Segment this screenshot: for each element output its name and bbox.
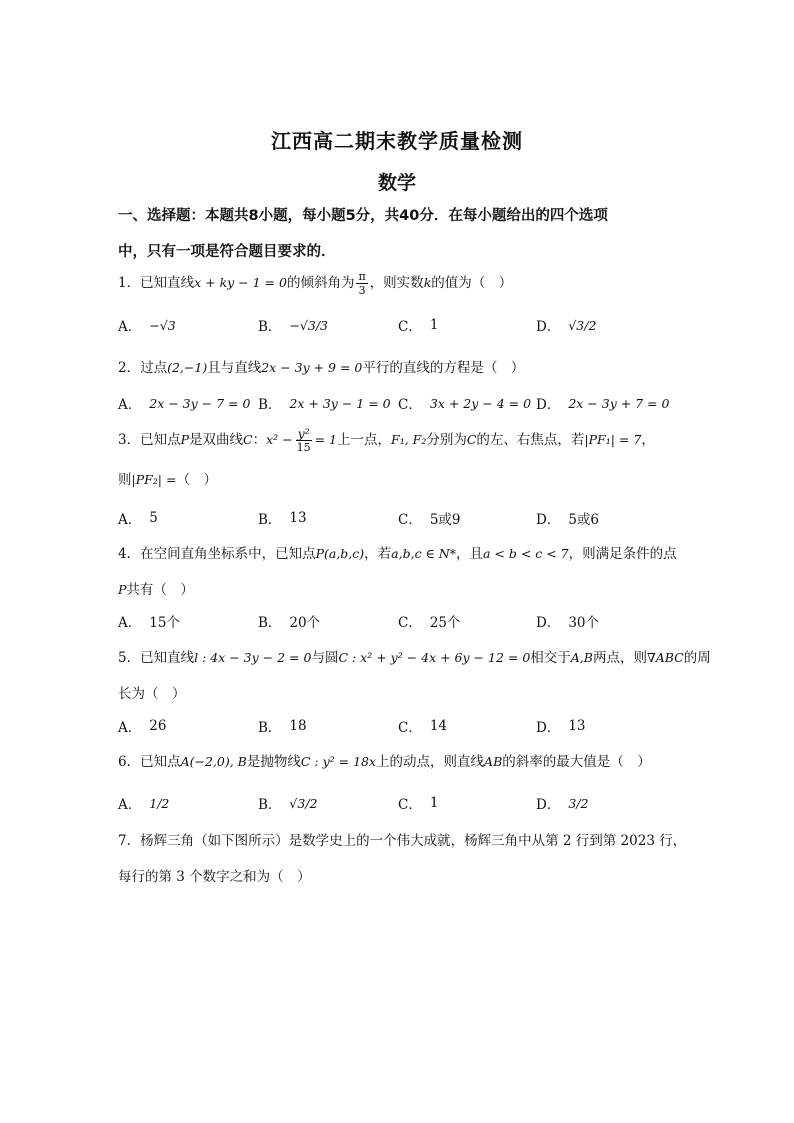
q5-options xyxy=(118,711,678,741)
q1-suffix-a: ，则实数 xyxy=(369,275,424,291)
q6-option-d[interactable]: D． 3/2 xyxy=(536,795,589,813)
q6-parabola: C : y² = 18x xyxy=(300,754,377,769)
q3-pf2: |PF₂| = xyxy=(131,472,177,487)
q5-line: l : 4x − 3y − 2 = 0 xyxy=(194,650,312,665)
q5-option-c[interactable]: C． 14 xyxy=(398,718,448,736)
q3-hyperbola-x: x² − xyxy=(266,432,293,447)
q3-pf1: |PF₁| = 7 xyxy=(584,432,642,447)
section-one-heading xyxy=(118,198,688,270)
q1-option-c[interactable]: C． 1 xyxy=(398,317,439,335)
q1-var: k xyxy=(423,275,432,290)
q5-option-a[interactable]: A． 26 xyxy=(118,718,167,736)
q4-option-b[interactable]: B． 20个 xyxy=(258,615,321,631)
q6-option-c[interactable]: C． 1 xyxy=(398,795,439,813)
q2-point: (2,−1) xyxy=(167,360,208,375)
question-6: 6．已知点A(−2,0), B是抛物线C : y² = 18x上的动点，则直线AB的斜率的最大值是（ ） xyxy=(118,754,651,770)
question-5: 5．已知直线l : 4x − 3y − 2 = 0与圆C : x² + y² − 4x + 6y − 12 = 0相交于A,B两点，则∇ABC的周 xyxy=(118,650,711,666)
q3-foci: F₁, F₂ xyxy=(391,432,427,447)
q1-line-equation: x + ky − 1 = 0 xyxy=(194,275,287,290)
question-4-line-2: P共有（ ） xyxy=(118,582,194,598)
q3-option-a[interactable]: A． 5 xyxy=(118,510,158,528)
question-2: 2．过点(2,−1)且与直线2x − 3y + 9 = 0平行的直线的方程是（ ） xyxy=(118,360,525,376)
question-3-line-2: 则|PF₂| =（ ） xyxy=(118,472,217,488)
q6-point-a: A(−2,0), B xyxy=(180,754,247,769)
q4-option-c[interactable]: C． 25个 xyxy=(398,615,461,631)
q2-option-a[interactable]: A． 2x − 3y − 7 = 0 xyxy=(118,395,251,413)
q4-option-d[interactable]: D． 30个 xyxy=(536,615,600,631)
q3-option-c[interactable]: C． 5或9 xyxy=(398,512,461,528)
q2-option-c[interactable]: C． 3x + 2y − 4 = 0 xyxy=(398,395,532,413)
q4-point: P(a,b,c) xyxy=(315,546,365,561)
q1-option-b[interactable]: B． −√3/3 xyxy=(258,317,328,335)
question-1 xyxy=(118,265,688,301)
q3-hyperbola-fraction: $\frac{\text{y²}}{15}$ xyxy=(296,426,311,454)
q1-option-d[interactable]: D． √3/2 xyxy=(536,317,597,335)
q7-line-2: 每行的第 3 个数字之和为（ ） xyxy=(118,869,311,885)
section-one-line-2: 中，只有一项是符合题目要求的． xyxy=(118,244,336,260)
section-one-line-1: 一、选择题：本题共8小题，每小题5分，共40分．在每小题给出的四个选项 xyxy=(118,208,608,224)
q6-option-a[interactable]: A． 1/2 xyxy=(118,795,170,813)
q5-circle: C : x² + y² − 4x + 6y − 12 = 0 xyxy=(338,650,531,665)
q1-mid: 的倾斜角为 xyxy=(286,275,355,291)
q3-option-b[interactable]: B． 13 xyxy=(258,510,307,528)
q5-triangle: ∇ABC xyxy=(646,650,684,665)
q3-option-d[interactable]: D． 5或6 xyxy=(536,512,600,528)
q1-prefix: 1．已知直线 xyxy=(118,275,195,291)
q1-angle-fraction: $\frac{\pi}{3}$ xyxy=(358,270,366,297)
question-3: 3．已知点P是双曲线C：x² − $\frac{\text{y²}}{15}$ = 1上一点，F₁, F₂分别为C的左、右焦点，若|PF₁| = 7， xyxy=(118,426,655,454)
q4-inequality: a < b < c < 7 xyxy=(482,546,569,561)
q1-option-a[interactable]: A． −√3 xyxy=(118,317,176,335)
q4-set: a,b,c ∈ N* xyxy=(391,546,456,561)
q2-options xyxy=(118,388,678,418)
q4-option-a[interactable]: A． 15个 xyxy=(118,615,180,631)
q6-option-b[interactable]: B． √3/2 xyxy=(258,795,318,813)
q2-option-d[interactable]: D． 2x − 3y + 7 = 0 xyxy=(536,395,670,413)
q4-options xyxy=(118,606,678,636)
q2-line-equation: 2x − 3y + 9 = 0 xyxy=(261,360,363,375)
q7-line-1: 7．杨辉三角（如下图所示）是数学史上的一个伟大成就，杨辉三角中从第 2 行到第 2023 行， xyxy=(118,833,687,849)
q6-options xyxy=(118,788,678,818)
q3-options xyxy=(118,503,678,533)
q1-options xyxy=(118,310,678,340)
question-7 xyxy=(118,823,688,895)
q1-suffix-b: 的值为（ ） xyxy=(431,275,513,291)
question-4: 4．在空间直角坐标系中，已知点P(a,b,c)，若a,b,c ∈ N*，且a < b < c < 7，则满足条件的点 xyxy=(118,546,677,562)
q2-option-b[interactable]: B． 2x + 3y − 1 = 0 xyxy=(258,395,391,413)
exam-title: 江西高二期末教学质量检测 xyxy=(271,129,523,153)
subject-title: 数学 xyxy=(377,172,416,194)
question-5-line-2: 长为（ ） xyxy=(118,686,186,702)
q5-option-b[interactable]: B． 18 xyxy=(258,718,307,736)
q5-option-d[interactable]: D． 13 xyxy=(536,718,586,736)
